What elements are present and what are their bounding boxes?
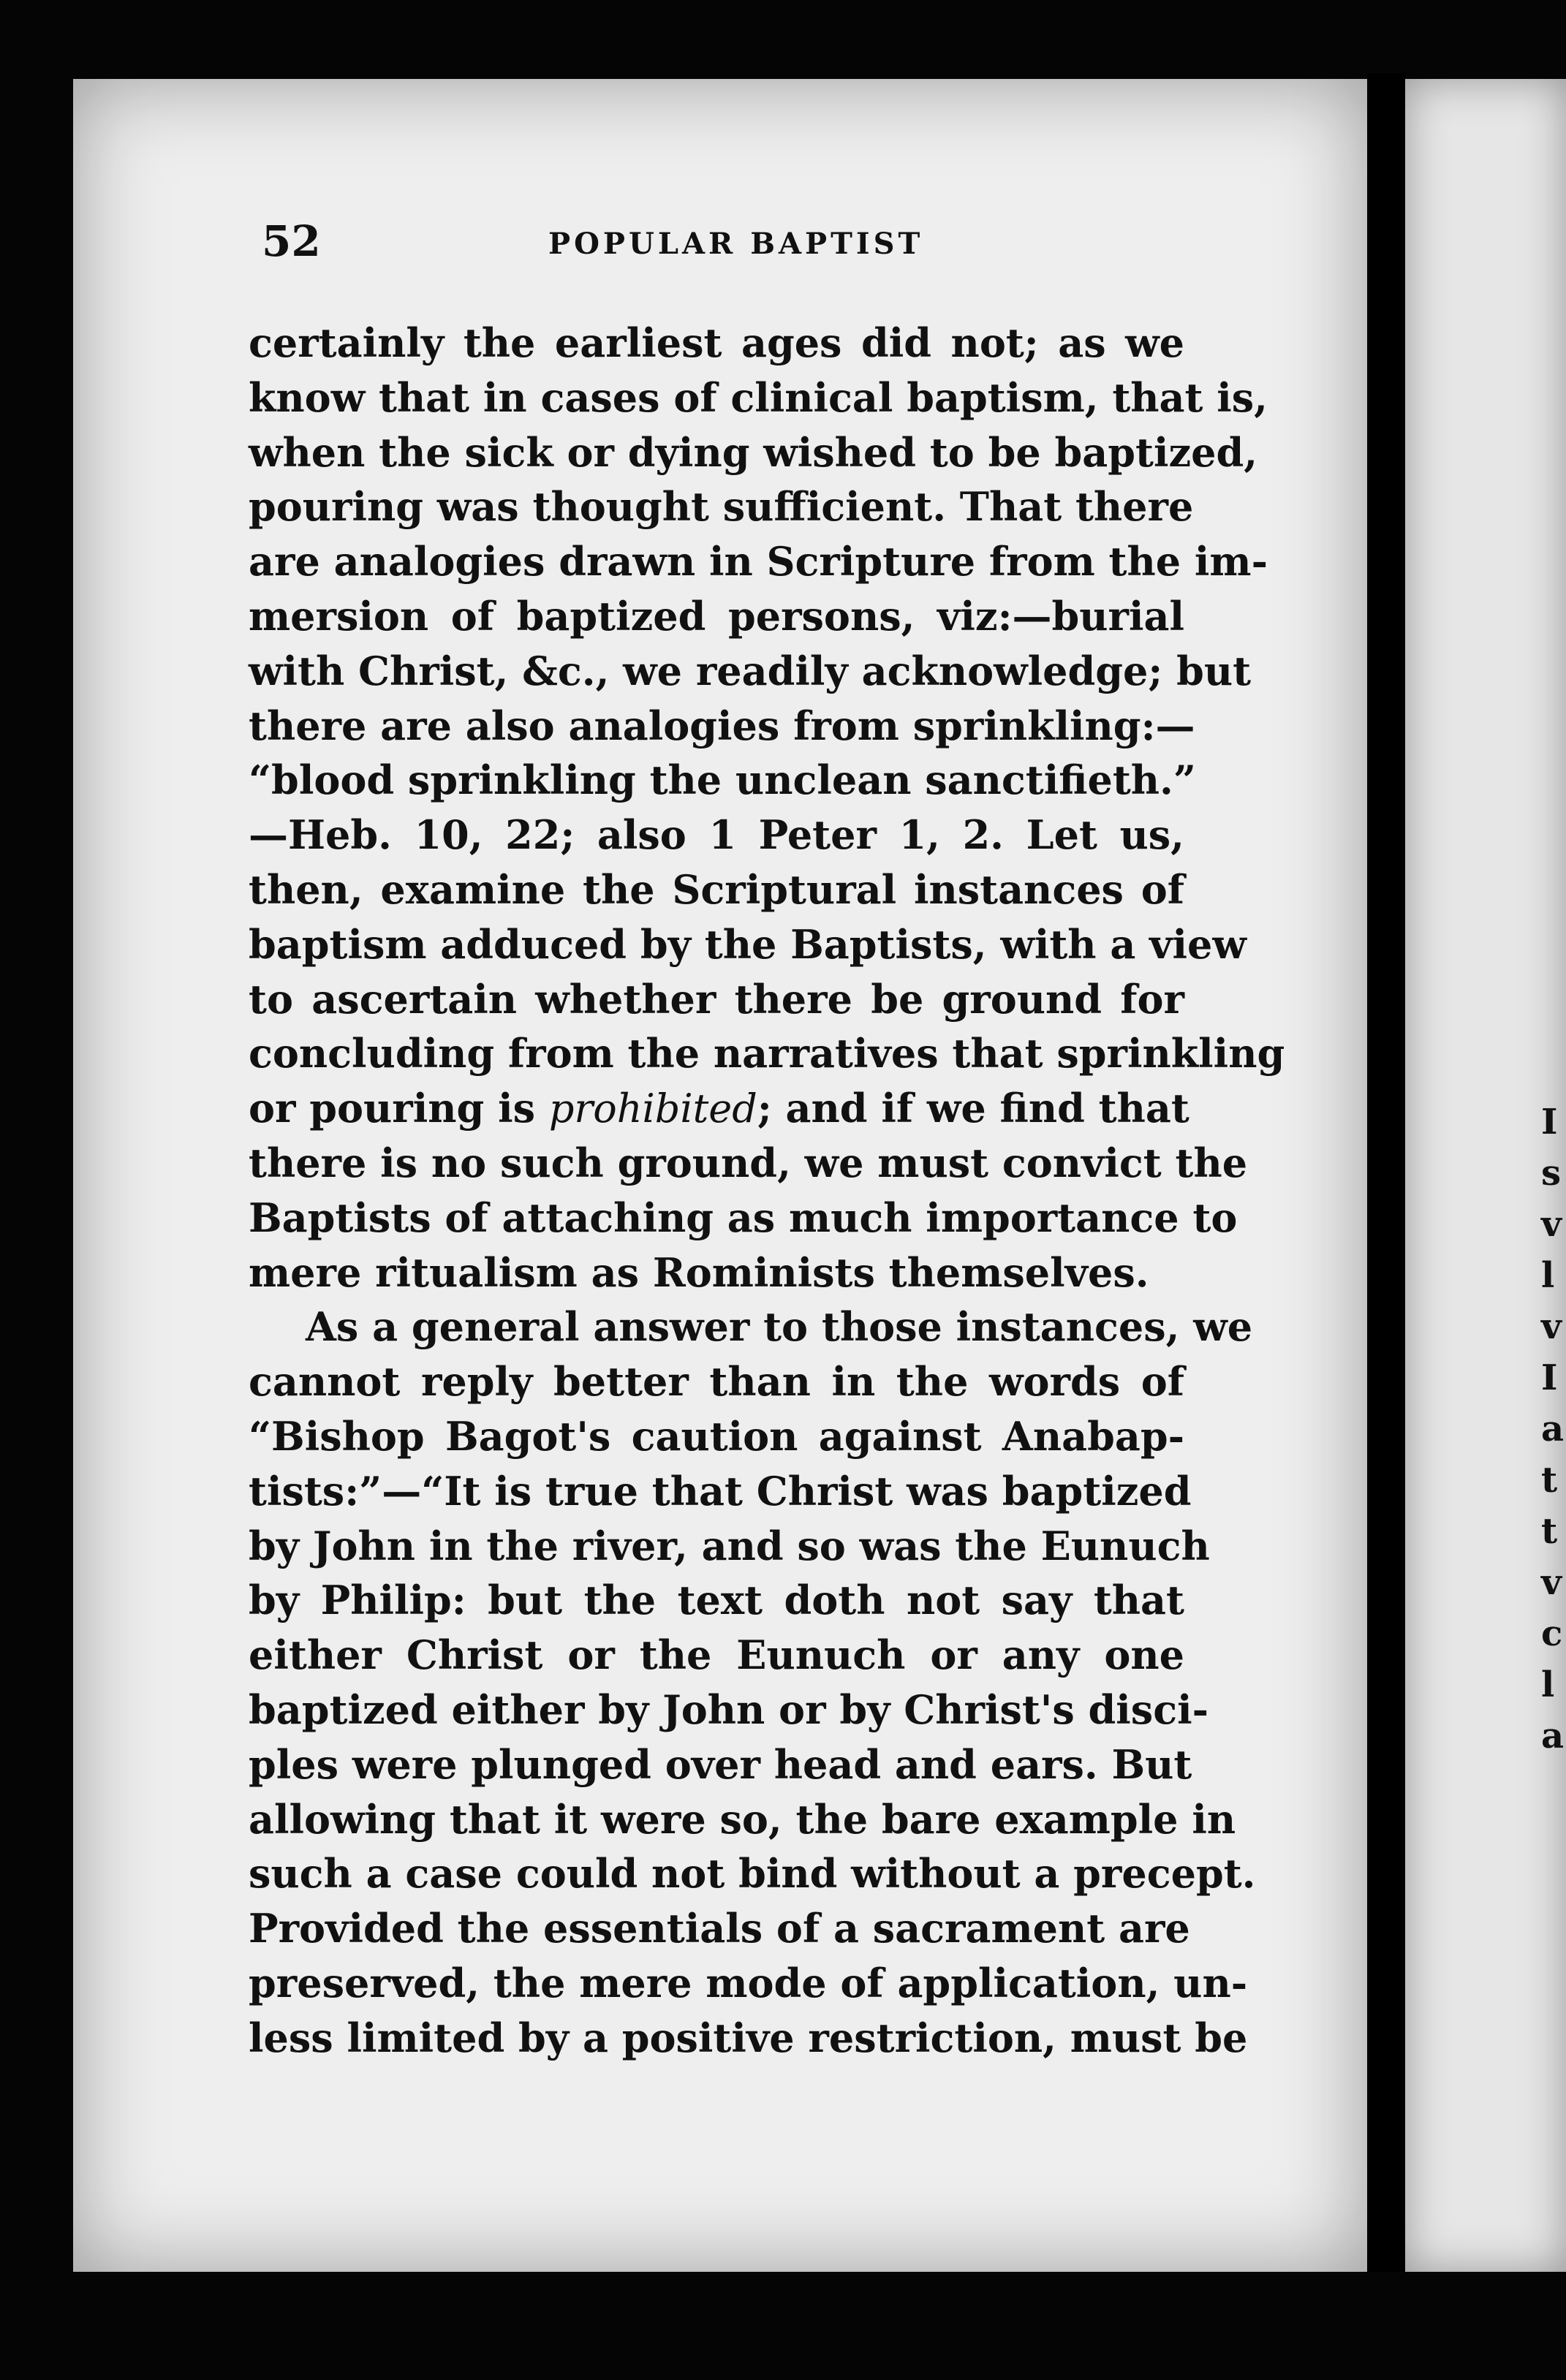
text-line: Baptists of attaching as much importance to <box>249 1194 1238 1241</box>
text-line: such a case could not bind without a precept. <box>249 1850 1256 1898</box>
facing-page-fragments <box>1541 1096 1566 1762</box>
text-line: either Christ or the Eunuch or any one <box>249 1631 1184 1679</box>
text-line: to ascertain whether there be ground for <box>249 975 1184 1023</box>
text-line: less limited by a positive restriction, must be <box>249 2014 1248 2061</box>
fragment-letter: I <box>1541 1102 1558 1142</box>
text-line: “blood sprinkling the unclean sanctifieth.” <box>249 757 1196 804</box>
text-line: then, examine the Scriptural instances of <box>249 865 1184 913</box>
fragment-letter: I <box>1541 1357 1558 1398</box>
text-line: baptism adduced by the Baptists, with a view <box>249 920 1247 968</box>
fragment-letter: a <box>1541 1716 1565 1756</box>
fragment-letter: v <box>1541 1306 1562 1347</box>
fragment-letter: c <box>1541 1613 1563 1654</box>
text-line: baptized either by John or by Christ's disci- <box>249 1686 1209 1733</box>
text-line: certainly the earliest ages did not; as we <box>249 319 1184 366</box>
text-line: with Christ, &c., we readily acknowledge; but <box>249 647 1252 694</box>
text-line: preserved, the mere mode of application, un- <box>249 1959 1248 2006</box>
text-line: by Philip: but the text doth not say that <box>249 1577 1184 1624</box>
text-line: “Bishop Bagot's caution against Anabap- <box>249 1412 1184 1460</box>
text-line: allowing that it were so, the bare example in <box>249 1795 1236 1843</box>
fragment-letter: v <box>1541 1204 1562 1245</box>
page-gutter <box>1367 73 1405 2273</box>
text-line: ples were plunged over head and ears. But <box>249 1740 1192 1788</box>
text-line: tists:”—“It is true that Christ was baptized <box>249 1467 1192 1515</box>
italic-word: prohibited <box>548 1085 757 1132</box>
fragment-letter: l <box>1541 1664 1555 1705</box>
text-line: when the sick or dying wished to be baptized, <box>249 428 1258 476</box>
text-fragment: ; and if we find that <box>757 1085 1189 1132</box>
text-line: mersion of baptized persons, viz:—burial <box>249 592 1184 640</box>
text-line: concluding from the narratives that sprinkling <box>249 1030 1285 1077</box>
text-line: there are also analogies from sprinkling:— <box>249 702 1195 749</box>
fragment-letter: t <box>1541 1460 1558 1501</box>
body-text <box>249 316 1285 2066</box>
fragment-letter: a <box>1541 1409 1565 1449</box>
text-line: know that in cases of clinical baptism, that is, <box>249 374 1268 421</box>
scan-border <box>0 2272 1566 2380</box>
text-line: mere ritualism as Rominists themselves. <box>249 1248 1149 1296</box>
text-fragment: or pouring is <box>249 1085 549 1132</box>
text-line: cannot reply better than in the words of <box>249 1358 1184 1406</box>
text-line: As a general answer to those instances, we <box>306 1303 1253 1351</box>
fragment-letter: v <box>1541 1562 1562 1603</box>
text-line: there is no such ground, we must convict the <box>249 1139 1248 1186</box>
text-line: are analogies drawn in Scripture from the im- <box>249 538 1268 585</box>
text-line: Provided the essentials of a sacrament are <box>249 1905 1190 1952</box>
page-number: 52 <box>262 216 321 266</box>
page-header <box>262 216 1176 275</box>
text-line: by John in the river, and so was the Eunuch <box>249 1522 1210 1569</box>
fragment-letter: t <box>1541 1511 1558 1552</box>
running-head: POPULAR BAPTIST <box>548 227 924 261</box>
text-line: pouring was thought sufficient. That there <box>249 483 1194 531</box>
text-line <box>249 1081 1189 1136</box>
fragment-letter: s <box>1541 1153 1562 1194</box>
text-line: —Heb. 10, 22; also 1 Peter 1, 2. Let us, <box>249 811 1184 859</box>
fragment-letter: l <box>1541 1255 1555 1296</box>
